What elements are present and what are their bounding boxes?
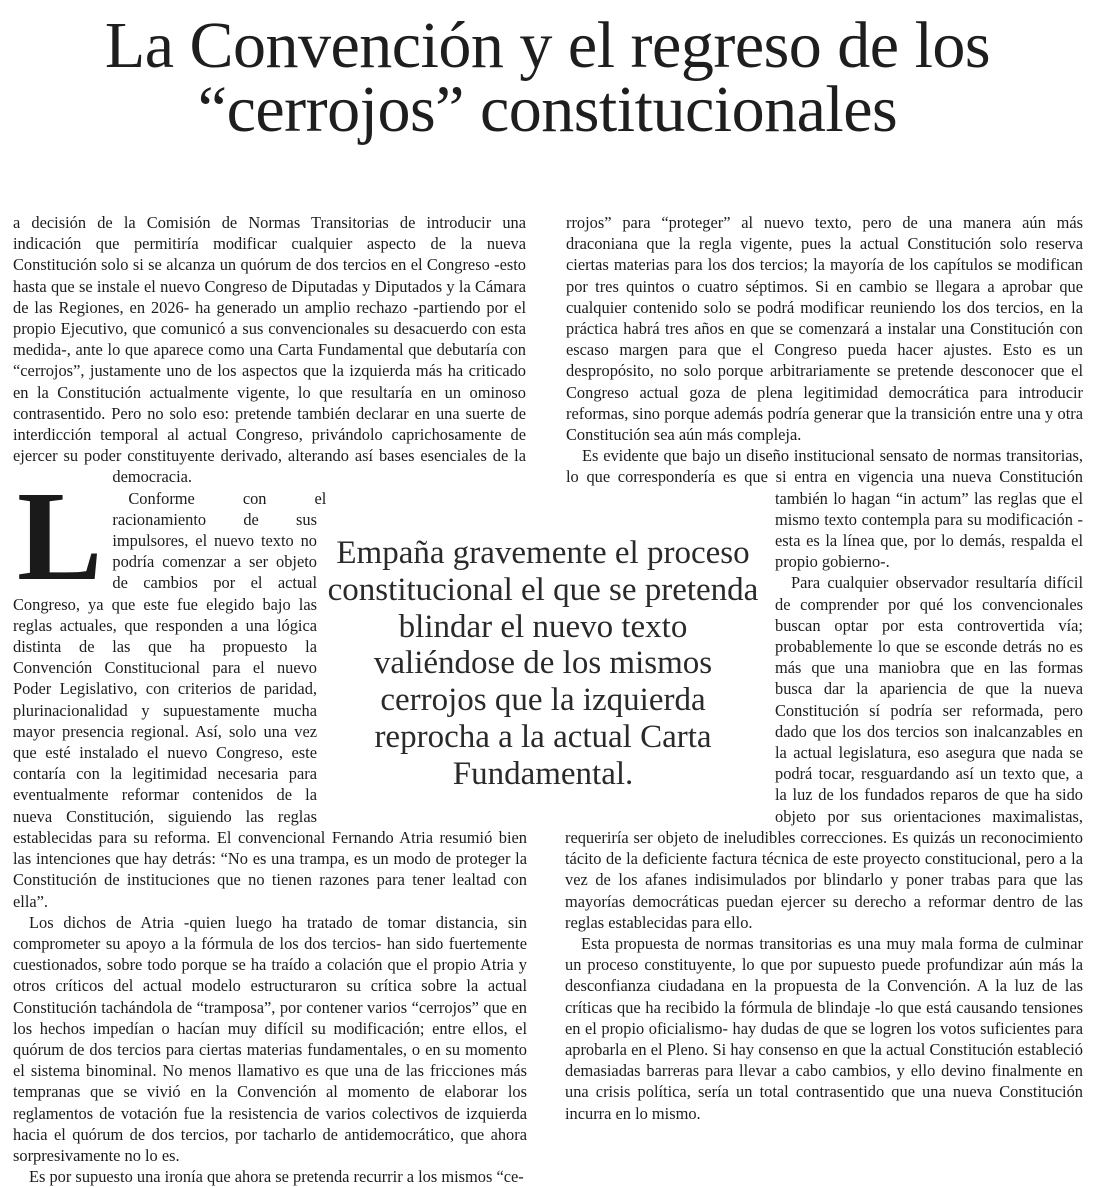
paragraph: Los dichos de Atria -quien luego ha tratado de tomar distancia, sin comprometer su apoyo a la fórmula de los dos tercios- han sido fuertemente cuestionados, sobre todo porque se ha traído a colación que el propio Atria y otros críticos del actual modelo estructuraron su crítica sobre la actual Constitución tachándola de “tramposa”, por contener varios “cerrojos” que en los hechos impedían o hacían muy difícil su modificación; entre ellos, el quórum de dos tercios para ciertas materias fundamentales, o en su momento el sistema binominal. No menos llamativo es que una de las fricciones más tempranas que se vivió en la Convención al momento de elaborar los reglamentos de votación fue la resistencia de varios colectivos de izquierda hacia el quórum de dos tercios, por tacharlo de antidemocrático, que ahora sorpresivamente no lo es. xyxy=(13,912,527,1165)
pull-quote: Empaña gravemente el proceso constitucional el que se pretenda blindar el nuevo texto valiéndose de los mismos cerrojos que la izquierda reprocha a la actual Carta Fundamental. xyxy=(327,535,759,792)
title-line-1: La Convención y el regreso de los xyxy=(104,9,991,82)
article-title xyxy=(0,9,1095,146)
paragraph: Es evidente que bajo un diseño institucional sensato de normas transitorias, lo que correspondería es que si entra en vigencia una nueva Constitución también lo hagan “in actum” las reglas que el mismo texto contempla para su modificación -esta es la línea que, por lo demás, respalda el propio gobierno-. xyxy=(566,446,1083,572)
paragraph: Esta propuesta de normas transitorias es una muy mala forma de culminar un proceso constituyente, lo que por supuesto puede profundizar aún más la desconfianza ciudadana en la propuesta de la Convención. A la luz de las críticas que ha recibido la fórmula de blindaje -lo que está causando tensiones en el propio oficialismo- hay dudas de que se logren los votos suficientes para aprobarla en el Pleno. Si hay consenso en que la actual Constitución estableció demasiadas barreras para llevar a cabo cambios, y ello devino finalmente en una crisis política, sería un total contrasentido que una nueva Constitución incurra en lo mismo. xyxy=(565,933,1083,1123)
drop-cap: L xyxy=(17,465,103,607)
paragraph: Conforme con el racionamiento de sus impulsores, el nuevo texto no podría comenzar a ser objeto de cambios por el actual Congreso, ya que este fue elegido bajo las reglas actuales, que responden a una lógica distinta de las que ha propuesto la Convención Constitucional para el nuevo Poder Legislativo, con criterios de paridad, plurinacionalidad y supuestamente mucha mayor presencia regional. Así, solo una vez que esté instalado el nuevo Congreso, este contaría con la legitimidad necesaria para eventualmente reformar contenidos de la nueva Constitución, siguiendo las reglas establecidas para su reforma. El convencional Fernando Atria resumió bien las intenciones que hay detrás: “No es una trampa, es un modo de proteger la Constitución de instituciones que no tienen razones para tener lealtad con ella”. xyxy=(13,488,527,911)
title-line-2: “cerrojos” constitucionales xyxy=(197,73,898,146)
paragraph: Para cualquier observador resultaría difícil de comprender por qué los convencionales buscan optar por esta controvertida vía; probablemente lo que se esconde detrás no es más que una maniobra que en las formas busca dar la apariencia de que la nueva Constitución sí podría ser reformada, pero dado que los dos tercios son inalcanzables en la actual legislatura, eso asegura que nada se podrá tocar, resguardando así un texto que, a la luz de los fundados reparos de que ha sido objeto por sus orientaciones maximalistas, requeriría ser objeto de ineludibles correcciones. Es quizás un reconocimiento tácito de la deficiente factura técnica de este proyecto constitucional, pero a la vez de los afanes indisimulados por blindarlo y poner trabas para que las mayorías democráticas puedan ejercer su derecho a reformar dentro de las reglas establecidas para ello. xyxy=(565,573,1083,932)
paragraph: rrojos” para “proteger” al nuevo texto, pero de una manera aún más draconiana que la regla vigente, pues la actual Constitución solo reserva ciertas materias para los dos tercios; la mayoría de los capítulos se modifican por tres quintos o cuatro séptimos. Si en cambio se llegara a aprobar que cualquier contenido solo se podrá modificar reuniendo los dos tercios, en la práctica habrá tres años en que se comenzará a instalar una Constitución con escaso margen para que el Congreso pueda hacer ajustes. Esto es un despropósito, no solo porque arbitrariamente se pretende desconocer que el Congreso actual goza de plena legitimidad democrática para introducir reformas, sino porque además podría generar que la transición entre una y otra Constitución sea aún más compleja. xyxy=(566,213,1083,445)
paragraph: Es por supuesto una ironía que ahora se pretenda recurrir a los mismos “ce- xyxy=(29,1167,524,1187)
paragraph: a decisión de la Comisión de Normas Transitorias de introducir una indicación que permitiría modificar cualquier aspecto de la nueva Constitución solo si se alcanza un quórum de dos tercios en el Congreso -esto hasta que se instale el nuevo Congreso de Diputadas y Diputados y la Cámara de las Regiones, en 2026- ha generado un amplio rechazo -partiendo por el propio Ejecutivo, que comunicó a sus convencionales su desacuerdo con esta medida-, ante lo que aparece como una Carta Fundamental que debutaría con “cerrojos”, justamente uno de los aspectos que la izquierda más ha criticado en la Constitución actualmente vigente, lo que resultaría en un ominoso contrasentido. Pero no solo eso: pretende también declarar en una suerte de interdicción temporal al actual Congreso, privándolo caprichosamente de ejercer su poder constituyente derivado, alterando así bases esenciales de la democracia. xyxy=(13,213,526,487)
